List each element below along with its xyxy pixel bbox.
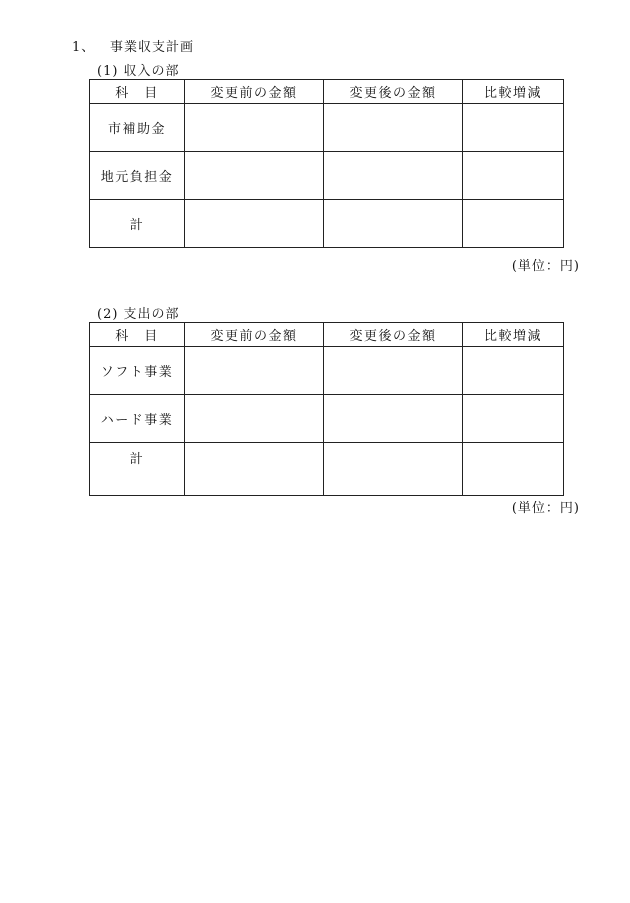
income-header-diff: 比較増減 [463, 80, 564, 104]
document-heading [72, 36, 194, 55]
expense-before-cell [185, 443, 324, 496]
income-after-cell [324, 152, 463, 200]
table-row [90, 347, 564, 395]
income-header-row [90, 80, 564, 104]
income-header-subject: 科 目 [90, 80, 185, 104]
income-subject-cell: 地元負担金 [90, 152, 185, 200]
income-header-before: 変更前の金額 [185, 80, 324, 104]
expense-total-cell: 計 [90, 443, 185, 496]
expense-after-cell [324, 443, 463, 496]
expense-diff-cell [463, 395, 564, 443]
income-diff-cell [463, 152, 564, 200]
heading-number: 1、 [72, 40, 96, 55]
expense-header-subject: 科 目 [90, 323, 185, 347]
expense-unit-note: (単位：円) [511, 501, 580, 516]
expense-diff-cell [463, 347, 564, 395]
table-row [90, 104, 564, 152]
income-after-cell [324, 104, 463, 152]
income-total-cell: 計 [90, 200, 185, 248]
income-before-cell [185, 200, 324, 248]
income-before-cell [185, 152, 324, 200]
expense-subject-cell: ハード事業 [90, 395, 185, 443]
expense-header-row [90, 323, 564, 347]
table-row [90, 443, 564, 496]
income-section-title: (1) 収入の部 [97, 64, 180, 79]
expense-table [89, 322, 564, 496]
expense-subject-cell: ソフト事業 [90, 347, 185, 395]
heading-title: 事業収支計画 [110, 40, 195, 55]
expense-before-cell [185, 395, 324, 443]
expense-diff-cell [463, 443, 564, 496]
expense-header-before: 変更前の金額 [185, 323, 324, 347]
income-diff-cell [463, 104, 564, 152]
income-unit-note: (単位：円) [511, 259, 580, 274]
expense-header-diff: 比較増減 [463, 323, 564, 347]
income-header-after: 変更後の金額 [324, 80, 463, 104]
income-diff-cell [463, 200, 564, 248]
table-row [90, 200, 564, 248]
income-before-cell [185, 104, 324, 152]
expense-after-cell [324, 395, 463, 443]
expense-after-cell [324, 347, 463, 395]
income-table [89, 79, 564, 248]
income-after-cell [324, 200, 463, 248]
table-row [90, 395, 564, 443]
table-row [90, 152, 564, 200]
expense-section-title: (2) 支出の部 [97, 307, 180, 322]
expense-before-cell [185, 347, 324, 395]
expense-header-after: 変更後の金額 [324, 323, 463, 347]
income-subject-cell: 市補助金 [90, 104, 185, 152]
